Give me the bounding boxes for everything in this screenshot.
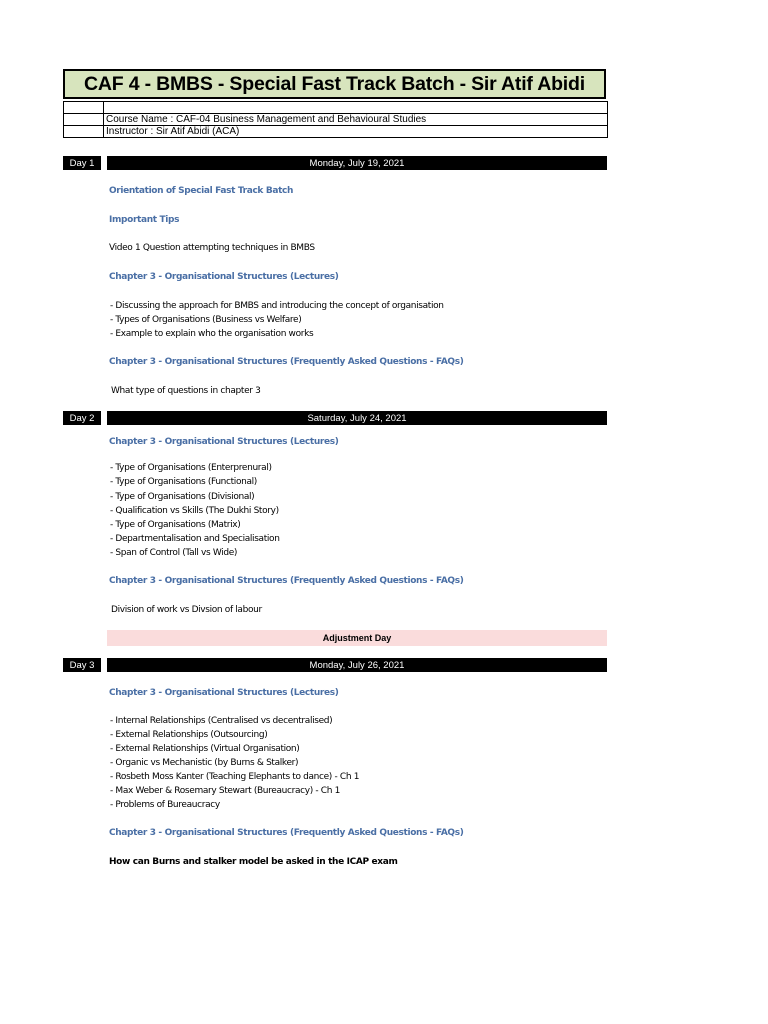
- session-heading: Important Tips: [109, 215, 180, 225]
- lecture-item: - Example to explain who the organisation works: [110, 329, 314, 339]
- faq-item: What type of questions in chapter 3: [111, 386, 261, 396]
- lecture-item: - Organic vs Mechanistic (by Burns & Stalker): [110, 758, 299, 768]
- chapter-heading: Chapter 3 - Organisational Structures (Lectures): [109, 437, 339, 447]
- session-heading: Orientation of Special Fast Track Batch: [109, 186, 294, 196]
- lecture-item: - Type of Organisations (Matrix): [110, 520, 241, 530]
- faq-heading: Chapter 3 - Organisational Structures (Frequently Asked Questions - FAQs): [109, 357, 464, 367]
- lecture-item: - External Relationships (Virtual Organisation): [110, 744, 300, 754]
- course-info-table: [63, 101, 608, 138]
- info-cell-empty: [104, 102, 608, 114]
- lecture-item: - Problems of Bureaucracy: [110, 800, 220, 810]
- info-row-empty: [64, 102, 608, 114]
- lecture-item: - Type of Organisations (Enterprenural): [110, 463, 272, 473]
- faq-heading: Chapter 3 - Organisational Structures (Frequently Asked Questions - FAQs): [109, 576, 464, 586]
- course-name: Course Name : CAF-04 Business Management and Behavioural Studies: [104, 114, 608, 126]
- faq-item: Division of work vs Divsion of labour: [111, 605, 262, 615]
- page-title: CAF 4 - BMBS - Special Fast Track Batch - Sir Atif Abidi: [63, 69, 606, 99]
- day-date-bar: Saturday, July 24, 2021: [107, 411, 607, 425]
- info-row-course: [64, 114, 608, 126]
- day-label: Day 2: [63, 411, 101, 425]
- faq-heading: Chapter 3 - Organisational Structures (Frequently Asked Questions - FAQs): [109, 828, 464, 838]
- day-label: Day 1: [63, 156, 101, 170]
- info-cell-empty: [64, 102, 104, 114]
- lecture-item: - Type of Organisations (Divisional): [110, 492, 255, 502]
- info-row-instructor: [64, 126, 608, 138]
- faq-item: How can Burns and stalker model be asked in the ICAP exam: [109, 857, 398, 867]
- lecture-item: - Internal Relationships (Centralised vs decentralised): [110, 716, 333, 726]
- info-cell-empty: [64, 126, 104, 138]
- day-label: Day 3: [63, 658, 101, 672]
- lecture-item: - Span of Control (Tall vs Wide): [110, 548, 238, 558]
- instructor-name: Instructor : Sir Atif Abidi (ACA): [104, 126, 608, 138]
- lecture-item: - Max Weber & Rosemary Stewart (Bureaucracy) - Ch 1: [110, 786, 340, 796]
- lecture-item: - Rosbeth Moss Kanter (Teaching Elephants to dance) - Ch 1: [110, 772, 360, 782]
- lecture-item: - External Relationships (Outsourcing): [110, 730, 268, 740]
- lecture-item: - Departmentalisation and Specialisation: [110, 534, 280, 544]
- chapter-heading: Chapter 3 - Organisational Structures (Lectures): [109, 272, 339, 282]
- info-cell-empty: [64, 114, 104, 126]
- chapter-heading: Chapter 3 - Organisational Structures (Lectures): [109, 688, 339, 698]
- lecture-item: - Types of Organisations (Business vs Welfare): [110, 315, 302, 325]
- session-item: Video 1 Question attempting techniques in BMBS: [109, 243, 315, 253]
- lecture-item: - Qualification vs Skills (The Dukhi Story): [110, 506, 279, 516]
- day-date-bar: Monday, July 19, 2021: [107, 156, 607, 170]
- lecture-item: - Discussing the approach for BMBS and introducing the concept of organisation: [110, 301, 444, 311]
- lecture-item: - Type of Organisations (Functional): [110, 477, 257, 487]
- day-date-bar: Monday, July 26, 2021: [107, 658, 607, 672]
- adjustment-day-bar: Adjustment Day: [107, 630, 607, 646]
